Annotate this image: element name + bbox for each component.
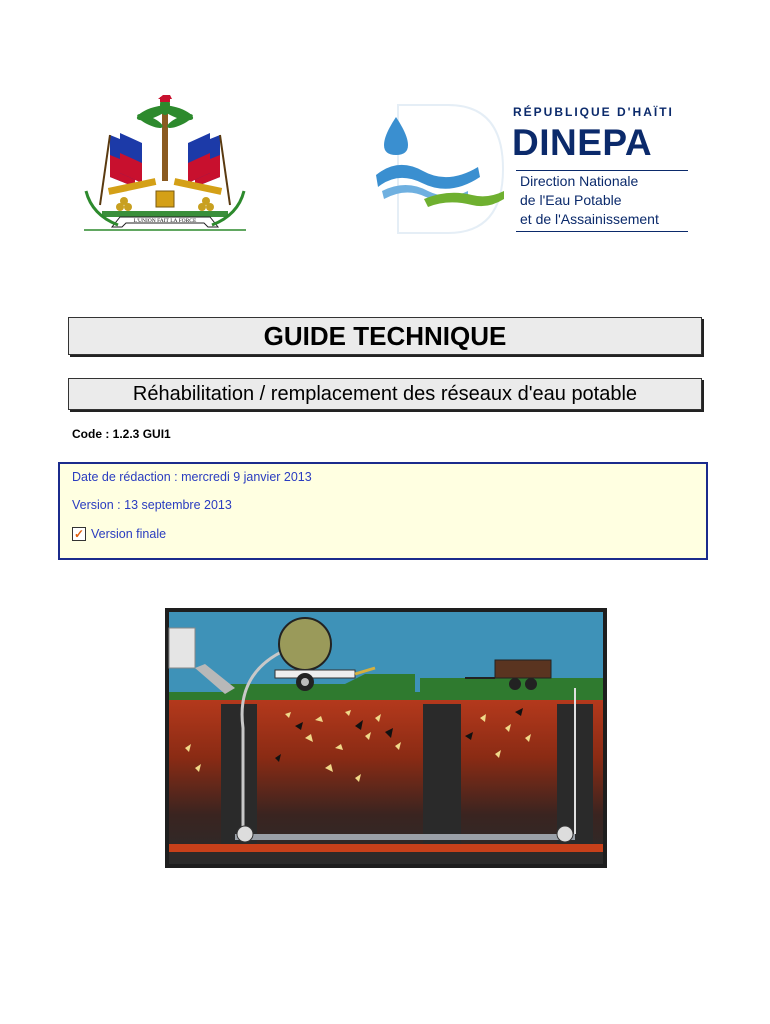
logo-country: RÉPUBLIQUE D'HAÏTI [513, 105, 674, 119]
coat-of-arms [80, 95, 250, 240]
final-version-checkbox[interactable]: ✓ [73, 527, 85, 541]
logo-subtitle-line2: de l'Eau Potable [520, 192, 622, 208]
logo-name: DINEPA [512, 122, 653, 163]
motto-text: L'UNION FAIT LA FORCE [133, 218, 197, 224]
document-info-box [58, 462, 708, 560]
document-title: GUIDE TECHNIQUE [68, 317, 702, 355]
pipe-replacement-illustration [165, 608, 607, 868]
version-date: Version : 13 septembre 2013 [72, 498, 232, 512]
document-code: Code : 1.2.3 GUI1 [72, 427, 171, 441]
logo-divider [516, 170, 688, 171]
dinepa-emblem-icon [368, 95, 508, 243]
dinepa-logo [368, 95, 698, 243]
redaction-date: Date de rédaction : mercredi 9 janvier 2013 [72, 470, 312, 484]
logo-divider-bottom [516, 231, 688, 232]
final-version-label: Version finale [91, 527, 167, 541]
logo-subtitle-line3: et de l'Assainissement [520, 211, 659, 227]
document-subtitle: Réhabilitation / remplacement des réseaux d'eau potable [68, 378, 702, 410]
logo-subtitle-line1: Direction Nationale [520, 173, 639, 189]
